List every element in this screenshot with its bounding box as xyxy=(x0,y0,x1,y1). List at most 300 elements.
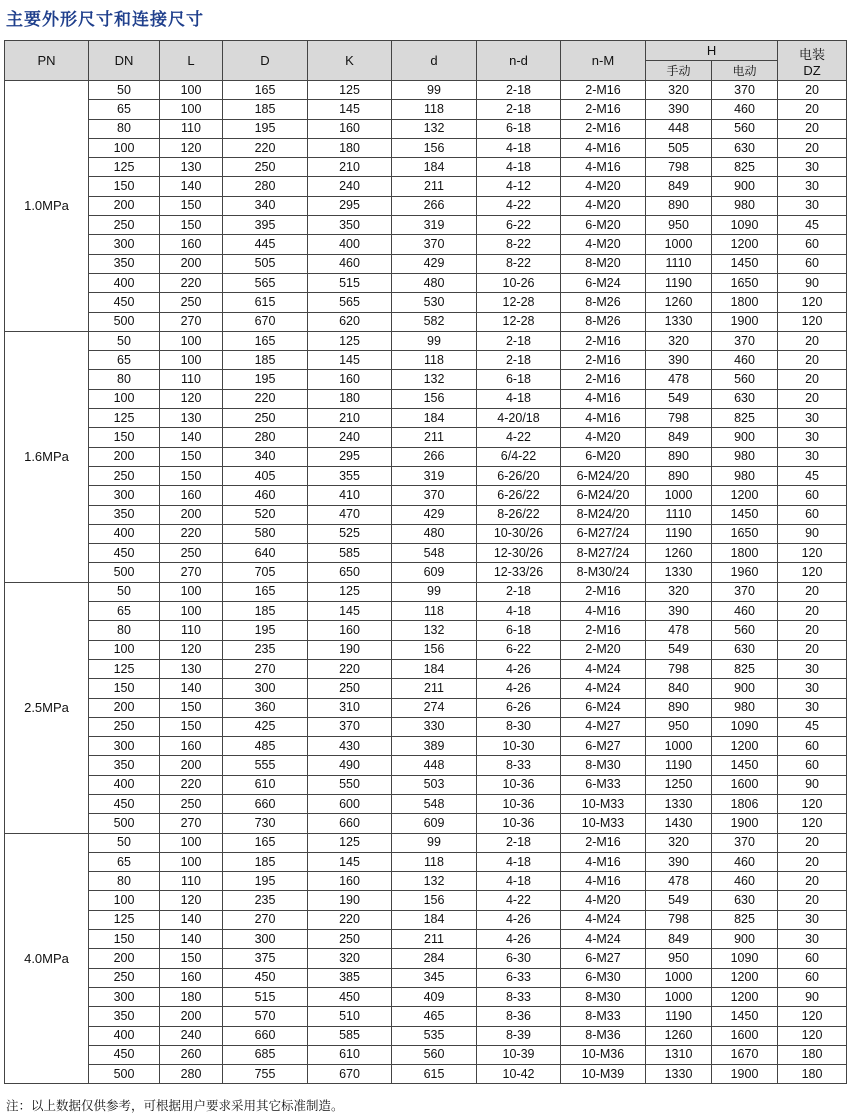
h-electric-cell: 1670 xyxy=(712,1045,778,1064)
h-manual-cell: 1000 xyxy=(646,968,712,987)
h-electric-cell: 825 xyxy=(712,659,778,678)
n-d-cell: 8-22 xyxy=(477,254,561,273)
d-upper-cell: 640 xyxy=(223,544,308,563)
dz-cell: 60 xyxy=(778,737,847,756)
d-upper-cell: 485 xyxy=(223,737,308,756)
d-upper-cell: 165 xyxy=(223,582,308,601)
h-electric-cell: 980 xyxy=(712,447,778,466)
h-electric-cell: 900 xyxy=(712,177,778,196)
d-lower-cell: 409 xyxy=(392,987,477,1006)
h-manual-cell: 1190 xyxy=(646,273,712,292)
h-manual-cell: 890 xyxy=(646,466,712,485)
header-dn: DN xyxy=(89,41,160,81)
d-upper-cell: 580 xyxy=(223,524,308,543)
l-cell: 270 xyxy=(160,814,223,833)
h-manual-cell: 950 xyxy=(646,949,712,968)
d-upper-cell: 340 xyxy=(223,196,308,215)
d-upper-cell: 670 xyxy=(223,312,308,331)
n-m-cell: 6-M20 xyxy=(561,447,646,466)
d-upper-cell: 445 xyxy=(223,235,308,254)
dn-cell: 300 xyxy=(89,486,160,505)
k-cell: 355 xyxy=(308,466,392,485)
k-cell: 450 xyxy=(308,987,392,1006)
n-m-cell: 4-M20 xyxy=(561,428,646,447)
h-manual-cell: 320 xyxy=(646,833,712,852)
h-electric-cell: 1450 xyxy=(712,756,778,775)
k-cell: 250 xyxy=(308,679,392,698)
dz-cell: 20 xyxy=(778,370,847,389)
n-m-cell: 6-M27 xyxy=(561,737,646,756)
h-electric-cell: 1450 xyxy=(712,254,778,273)
h-manual-cell: 1190 xyxy=(646,756,712,775)
k-cell: 410 xyxy=(308,486,392,505)
dz-cell: 20 xyxy=(778,351,847,370)
h-manual-cell: 549 xyxy=(646,389,712,408)
h-manual-cell: 1260 xyxy=(646,1026,712,1045)
header-d-lower: d xyxy=(392,41,477,81)
d-lower-cell: 609 xyxy=(392,563,477,582)
d-upper-cell: 340 xyxy=(223,447,308,466)
dz-cell: 60 xyxy=(778,949,847,968)
h-manual-cell: 1330 xyxy=(646,563,712,582)
d-lower-cell: 156 xyxy=(392,891,477,910)
dn-cell: 500 xyxy=(89,312,160,331)
header-n-d: n-d xyxy=(477,41,561,81)
h-electric-cell: 1090 xyxy=(712,216,778,235)
dn-cell: 350 xyxy=(89,1007,160,1026)
d-lower-cell: 118 xyxy=(392,852,477,871)
dn-cell: 450 xyxy=(89,293,160,312)
header-l: L xyxy=(160,41,223,81)
dz-cell: 120 xyxy=(778,563,847,582)
table-row xyxy=(5,524,847,543)
h-manual-cell: 478 xyxy=(646,872,712,891)
n-m-cell: 8-M24/20 xyxy=(561,505,646,524)
n-m-cell: 4-M24 xyxy=(561,659,646,678)
h-electric-cell: 980 xyxy=(712,196,778,215)
d-lower-cell: 118 xyxy=(392,602,477,621)
h-manual-cell: 1190 xyxy=(646,524,712,543)
n-d-cell: 10-26 xyxy=(477,273,561,292)
h-electric-cell: 560 xyxy=(712,621,778,640)
dn-cell: 100 xyxy=(89,640,160,659)
h-manual-cell: 1310 xyxy=(646,1045,712,1064)
k-cell: 350 xyxy=(308,216,392,235)
table-row xyxy=(5,544,847,563)
dn-cell: 150 xyxy=(89,177,160,196)
d-upper-cell: 165 xyxy=(223,833,308,852)
n-d-cell: 6-22 xyxy=(477,216,561,235)
d-upper-cell: 520 xyxy=(223,505,308,524)
dn-cell: 100 xyxy=(89,389,160,408)
table-row xyxy=(5,872,847,891)
h-electric-cell: 1450 xyxy=(712,505,778,524)
h-electric-cell: 630 xyxy=(712,640,778,659)
l-cell: 270 xyxy=(160,563,223,582)
n-m-cell: 8-M20 xyxy=(561,254,646,273)
n-d-cell: 12-30/26 xyxy=(477,544,561,563)
table-row xyxy=(5,582,847,601)
dz-cell: 30 xyxy=(778,196,847,215)
dn-cell: 150 xyxy=(89,930,160,949)
d-lower-cell: 319 xyxy=(392,466,477,485)
table-row xyxy=(5,273,847,292)
n-d-cell: 10-36 xyxy=(477,794,561,813)
n-d-cell: 10-30/26 xyxy=(477,524,561,543)
d-lower-cell: 389 xyxy=(392,737,477,756)
table-row xyxy=(5,409,847,428)
l-cell: 100 xyxy=(160,331,223,350)
dz-cell: 90 xyxy=(778,273,847,292)
h-manual-cell: 549 xyxy=(646,640,712,659)
d-lower-cell: 530 xyxy=(392,293,477,312)
d-upper-cell: 195 xyxy=(223,119,308,138)
k-cell: 670 xyxy=(308,1065,392,1084)
h-electric-cell: 980 xyxy=(712,698,778,717)
n-m-cell: 4-M24 xyxy=(561,930,646,949)
h-electric-cell: 460 xyxy=(712,100,778,119)
l-cell: 130 xyxy=(160,158,223,177)
n-d-cell: 4-22 xyxy=(477,196,561,215)
n-m-cell: 8-M33 xyxy=(561,1007,646,1026)
l-cell: 140 xyxy=(160,177,223,196)
d-lower-cell: 560 xyxy=(392,1045,477,1064)
dz-cell: 20 xyxy=(778,138,847,157)
n-d-cell: 6-18 xyxy=(477,119,561,138)
d-upper-cell: 615 xyxy=(223,293,308,312)
table-row xyxy=(5,138,847,157)
dn-cell: 400 xyxy=(89,273,160,292)
h-manual-cell: 1110 xyxy=(646,505,712,524)
d-lower-cell: 266 xyxy=(392,447,477,466)
l-cell: 140 xyxy=(160,679,223,698)
dn-cell: 300 xyxy=(89,235,160,254)
h-manual-cell: 849 xyxy=(646,428,712,447)
dz-cell: 60 xyxy=(778,756,847,775)
n-d-cell: 8-33 xyxy=(477,987,561,1006)
h-manual-cell: 849 xyxy=(646,177,712,196)
n-m-cell: 8-M36 xyxy=(561,1026,646,1045)
pn-cell: 1.0MPa xyxy=(5,81,89,332)
h-electric-cell: 1650 xyxy=(712,273,778,292)
dz-cell: 45 xyxy=(778,717,847,736)
h-manual-cell: 798 xyxy=(646,409,712,428)
h-manual-cell: 1250 xyxy=(646,775,712,794)
d-lower-cell: 132 xyxy=(392,872,477,891)
n-d-cell: 4-12 xyxy=(477,177,561,196)
d-lower-cell: 211 xyxy=(392,428,477,447)
header-h-electric: 电动 xyxy=(712,61,778,81)
n-m-cell: 6-M30 xyxy=(561,968,646,987)
l-cell: 160 xyxy=(160,737,223,756)
d-upper-cell: 610 xyxy=(223,775,308,794)
n-m-cell: 4-M27 xyxy=(561,717,646,736)
d-upper-cell: 165 xyxy=(223,331,308,350)
h-electric-cell: 1200 xyxy=(712,235,778,254)
d-lower-cell: 503 xyxy=(392,775,477,794)
n-d-cell: 6-18 xyxy=(477,370,561,389)
h-electric-cell: 825 xyxy=(712,158,778,177)
n-d-cell: 4-18 xyxy=(477,138,561,157)
k-cell: 145 xyxy=(308,852,392,871)
d-lower-cell: 99 xyxy=(392,331,477,350)
h-manual-cell: 390 xyxy=(646,602,712,621)
l-cell: 150 xyxy=(160,949,223,968)
d-lower-cell: 548 xyxy=(392,794,477,813)
d-lower-cell: 319 xyxy=(392,216,477,235)
table-row xyxy=(5,486,847,505)
h-electric-cell: 900 xyxy=(712,930,778,949)
dz-cell: 120 xyxy=(778,312,847,331)
k-cell: 190 xyxy=(308,891,392,910)
l-cell: 140 xyxy=(160,910,223,929)
h-manual-cell: 478 xyxy=(646,621,712,640)
k-cell: 490 xyxy=(308,756,392,775)
n-d-cell: 10-30 xyxy=(477,737,561,756)
k-cell: 460 xyxy=(308,254,392,273)
d-upper-cell: 360 xyxy=(223,698,308,717)
d-upper-cell: 660 xyxy=(223,1026,308,1045)
dz-cell: 120 xyxy=(778,794,847,813)
dz-cell: 20 xyxy=(778,872,847,891)
h-manual-cell: 320 xyxy=(646,81,712,100)
l-cell: 200 xyxy=(160,1007,223,1026)
k-cell: 295 xyxy=(308,196,392,215)
d-upper-cell: 570 xyxy=(223,1007,308,1026)
dn-cell: 150 xyxy=(89,428,160,447)
d-lower-cell: 615 xyxy=(392,1065,477,1084)
d-upper-cell: 250 xyxy=(223,158,308,177)
dn-cell: 50 xyxy=(89,582,160,601)
header-pn: PN xyxy=(5,41,89,81)
n-m-cell: 10-M36 xyxy=(561,1045,646,1064)
n-m-cell: 6-M24/20 xyxy=(561,486,646,505)
n-m-cell: 4-M24 xyxy=(561,679,646,698)
h-manual-cell: 320 xyxy=(646,331,712,350)
n-d-cell: 8-36 xyxy=(477,1007,561,1026)
table-row xyxy=(5,466,847,485)
h-electric-cell: 1650 xyxy=(712,524,778,543)
d-lower-cell: 211 xyxy=(392,679,477,698)
h-electric-cell: 560 xyxy=(712,370,778,389)
dn-cell: 250 xyxy=(89,216,160,235)
n-m-cell: 2-M16 xyxy=(561,833,646,852)
h-manual-cell: 1110 xyxy=(646,254,712,273)
k-cell: 220 xyxy=(308,910,392,929)
pn-cell: 4.0MPa xyxy=(5,833,89,1084)
table-row xyxy=(5,351,847,370)
table-row xyxy=(5,891,847,910)
n-m-cell: 6-M24 xyxy=(561,698,646,717)
dz-cell: 45 xyxy=(778,466,847,485)
dz-cell: 60 xyxy=(778,486,847,505)
h-manual-cell: 950 xyxy=(646,216,712,235)
n-d-cell: 10-36 xyxy=(477,814,561,833)
dn-cell: 80 xyxy=(89,621,160,640)
dn-cell: 150 xyxy=(89,679,160,698)
dz-cell: 60 xyxy=(778,968,847,987)
n-m-cell: 4-M16 xyxy=(561,872,646,891)
table-row xyxy=(5,640,847,659)
d-lower-cell: 284 xyxy=(392,949,477,968)
l-cell: 250 xyxy=(160,794,223,813)
table-row xyxy=(5,254,847,273)
dn-cell: 200 xyxy=(89,698,160,717)
h-electric-cell: 1200 xyxy=(712,987,778,1006)
dn-cell: 350 xyxy=(89,505,160,524)
h-manual-cell: 798 xyxy=(646,659,712,678)
dz-cell: 20 xyxy=(778,100,847,119)
d-upper-cell: 450 xyxy=(223,968,308,987)
n-d-cell: 8-26/22 xyxy=(477,505,561,524)
n-m-cell: 4-M16 xyxy=(561,602,646,621)
n-m-cell: 6-M20 xyxy=(561,216,646,235)
table-row xyxy=(5,428,847,447)
dn-cell: 500 xyxy=(89,563,160,582)
l-cell: 150 xyxy=(160,216,223,235)
table-row xyxy=(5,814,847,833)
h-manual-cell: 890 xyxy=(646,447,712,466)
k-cell: 210 xyxy=(308,158,392,177)
h-manual-cell: 849 xyxy=(646,930,712,949)
k-cell: 180 xyxy=(308,389,392,408)
d-upper-cell: 395 xyxy=(223,216,308,235)
d-lower-cell: 184 xyxy=(392,659,477,678)
n-m-cell: 10-M33 xyxy=(561,814,646,833)
h-electric-cell: 1200 xyxy=(712,737,778,756)
h-manual-cell: 390 xyxy=(646,100,712,119)
l-cell: 150 xyxy=(160,447,223,466)
n-d-cell: 4-26 xyxy=(477,910,561,929)
dz-cell: 30 xyxy=(778,177,847,196)
n-d-cell: 4-20/18 xyxy=(477,409,561,428)
d-lower-cell: 156 xyxy=(392,640,477,659)
n-d-cell: 6-26/22 xyxy=(477,486,561,505)
d-lower-cell: 330 xyxy=(392,717,477,736)
dz-cell: 20 xyxy=(778,331,847,350)
h-manual-cell: 1260 xyxy=(646,293,712,312)
n-m-cell: 8-M27/24 xyxy=(561,544,646,563)
dn-cell: 125 xyxy=(89,409,160,428)
dz-cell: 20 xyxy=(778,833,847,852)
table-row xyxy=(5,505,847,524)
dn-cell: 80 xyxy=(89,872,160,891)
h-electric-cell: 1800 xyxy=(712,544,778,563)
k-cell: 660 xyxy=(308,814,392,833)
l-cell: 200 xyxy=(160,756,223,775)
dn-cell: 400 xyxy=(89,524,160,543)
dz-cell: 30 xyxy=(778,679,847,698)
k-cell: 385 xyxy=(308,968,392,987)
l-cell: 200 xyxy=(160,505,223,524)
table-row xyxy=(5,717,847,736)
h-electric-cell: 900 xyxy=(712,428,778,447)
h-manual-cell: 390 xyxy=(646,852,712,871)
k-cell: 600 xyxy=(308,794,392,813)
n-d-cell: 4-18 xyxy=(477,602,561,621)
dn-cell: 400 xyxy=(89,775,160,794)
n-d-cell: 6-33 xyxy=(477,968,561,987)
d-upper-cell: 270 xyxy=(223,659,308,678)
k-cell: 145 xyxy=(308,602,392,621)
n-m-cell: 2-M16 xyxy=(561,621,646,640)
h-electric-cell: 460 xyxy=(712,351,778,370)
d-lower-cell: 156 xyxy=(392,138,477,157)
n-m-cell: 8-M30/24 xyxy=(561,563,646,582)
header-dz-line2: DZ xyxy=(803,62,821,78)
h-manual-cell: 1000 xyxy=(646,987,712,1006)
n-m-cell: 4-M20 xyxy=(561,196,646,215)
l-cell: 160 xyxy=(160,486,223,505)
n-d-cell: 12-28 xyxy=(477,293,561,312)
l-cell: 120 xyxy=(160,138,223,157)
d-upper-cell: 555 xyxy=(223,756,308,775)
h-electric-cell: 1900 xyxy=(712,1065,778,1084)
d-upper-cell: 280 xyxy=(223,428,308,447)
dn-cell: 200 xyxy=(89,447,160,466)
k-cell: 610 xyxy=(308,1045,392,1064)
n-d-cell: 4-26 xyxy=(477,679,561,698)
k-cell: 240 xyxy=(308,428,392,447)
table-row xyxy=(5,312,847,331)
d-lower-cell: 609 xyxy=(392,814,477,833)
d-upper-cell: 460 xyxy=(223,486,308,505)
l-cell: 100 xyxy=(160,81,223,100)
table-row xyxy=(5,177,847,196)
n-m-cell: 6-M24 xyxy=(561,273,646,292)
table-row xyxy=(5,196,847,215)
table-row xyxy=(5,621,847,640)
d-lower-cell: 429 xyxy=(392,254,477,273)
d-lower-cell: 535 xyxy=(392,1026,477,1045)
d-lower-cell: 99 xyxy=(392,833,477,852)
n-d-cell: 6/4-22 xyxy=(477,447,561,466)
dn-cell: 250 xyxy=(89,466,160,485)
d-lower-cell: 548 xyxy=(392,544,477,563)
table-row xyxy=(5,910,847,929)
h-manual-cell: 390 xyxy=(646,351,712,370)
dn-cell: 300 xyxy=(89,987,160,1006)
d-lower-cell: 156 xyxy=(392,389,477,408)
n-d-cell: 2-18 xyxy=(477,100,561,119)
d-upper-cell: 235 xyxy=(223,640,308,659)
header-d-upper: D xyxy=(223,41,308,81)
n-d-cell: 4-26 xyxy=(477,930,561,949)
h-electric-cell: 900 xyxy=(712,679,778,698)
k-cell: 160 xyxy=(308,370,392,389)
dimensions-table xyxy=(4,40,847,1084)
page-title: 主要外形尺寸和连接尺寸 xyxy=(6,10,204,30)
table-row xyxy=(5,81,847,100)
h-manual-cell: 890 xyxy=(646,196,712,215)
table-row xyxy=(5,563,847,582)
h-electric-cell: 460 xyxy=(712,602,778,621)
d-lower-cell: 132 xyxy=(392,119,477,138)
d-upper-cell: 660 xyxy=(223,794,308,813)
dn-cell: 50 xyxy=(89,331,160,350)
dn-cell: 65 xyxy=(89,602,160,621)
n-m-cell: 2-M16 xyxy=(561,119,646,138)
d-upper-cell: 755 xyxy=(223,1065,308,1084)
table-row xyxy=(5,1065,847,1084)
h-electric-cell: 1900 xyxy=(712,312,778,331)
h-manual-cell: 505 xyxy=(646,138,712,157)
dz-cell: 20 xyxy=(778,389,847,408)
dz-cell: 30 xyxy=(778,447,847,466)
dz-cell: 30 xyxy=(778,659,847,678)
k-cell: 125 xyxy=(308,81,392,100)
dn-cell: 300 xyxy=(89,737,160,756)
